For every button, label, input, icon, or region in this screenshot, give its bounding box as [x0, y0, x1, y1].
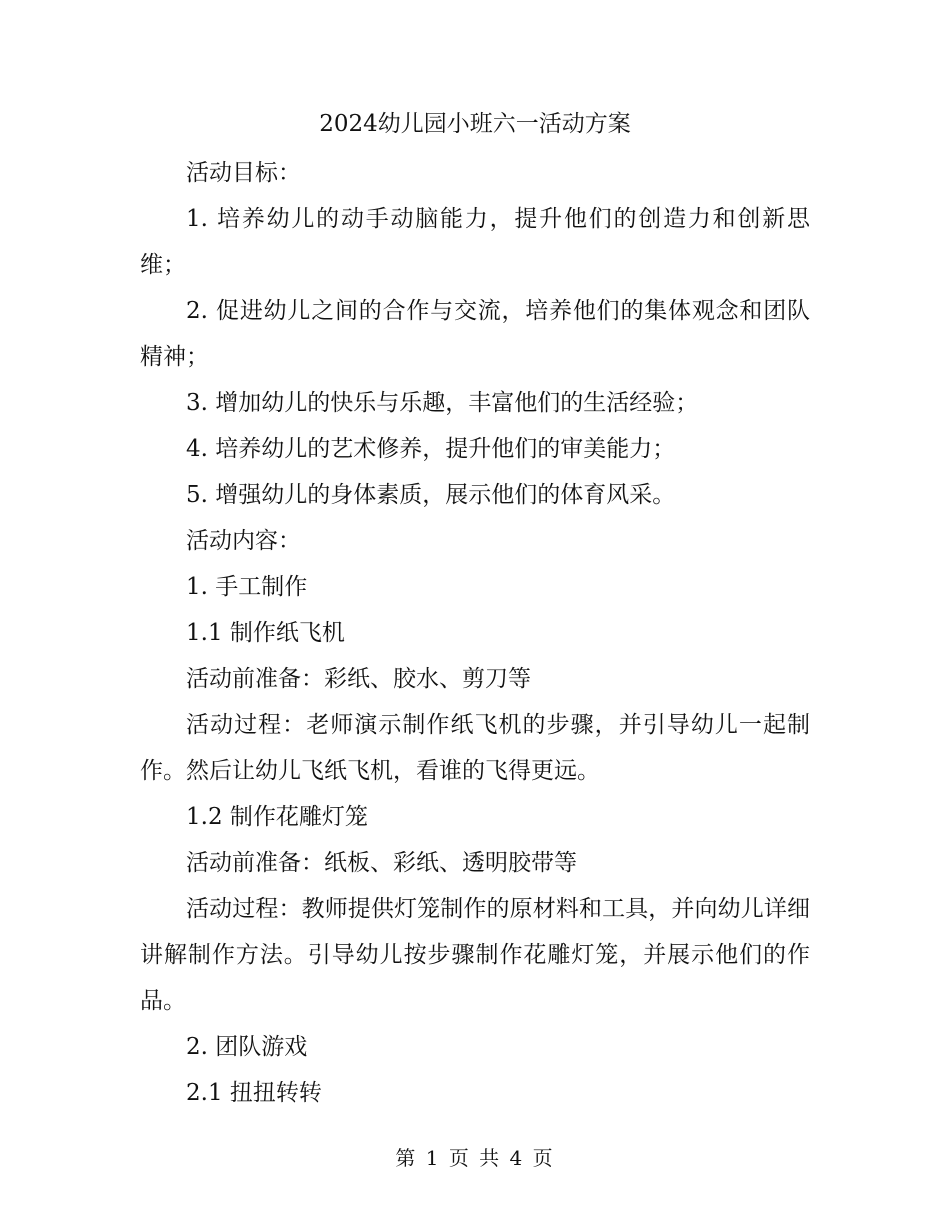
- paragraph-process-1-1: 活动过程：老师演示制作纸飞机的步骤，并引导幼儿一起制作。然后让幼儿飞纸飞机，看谁的飞得更远。: [140, 712, 810, 784]
- paragraph-goal-5: 5. 增强幼儿的身体素质，展示他们的体育风采。: [186, 482, 676, 508]
- paragraph-goal-4: 4. 培养幼儿的艺术修养，提升他们的审美能力；: [186, 436, 676, 462]
- paragraph-section-1-2: 1.2 制作花雕灯笼: [186, 804, 368, 830]
- paragraph-section-1: 1. 手工制作: [186, 574, 308, 600]
- document-title: 2024幼儿园小班六一活动方案: [319, 111, 631, 137]
- paragraph-goal-3: 3. 增加幼儿的快乐与乐趣，丰富他们的生活经验；: [186, 390, 699, 416]
- paragraph-goal-1: 1. 培养幼儿的动手动脑能力，提升他们的创造力和创新思维；: [140, 206, 810, 278]
- document-body: [140, 150, 810, 1116]
- paragraph-prep-1-2: 活动前准备：纸板、彩纸、透明胶带等: [186, 850, 577, 876]
- page-footer: 第 1 页 共 4 页: [395, 1146, 555, 1170]
- paragraph-process-1-2: 活动过程：教师提供灯笼制作的原材料和工具，并向幼儿详细讲解制作方法。引导幼儿按步骤制作花雕灯笼，并展示他们的作品。: [140, 896, 810, 1014]
- paragraph-goals-heading: 活动目标：: [186, 160, 301, 186]
- paragraph-goal-2: 2. 促进幼儿之间的合作与交流，培养他们的集体观念和团队精神；: [140, 298, 810, 370]
- paragraph-section-2: 2. 团队游戏: [186, 1034, 308, 1060]
- paragraph-content-heading: 活动内容：: [186, 528, 301, 554]
- paragraph-prep-1-1: 活动前准备：彩纸、胶水、剪刀等: [186, 666, 531, 692]
- paragraph-section-2-1: 2.1 扭扭转转: [186, 1080, 322, 1106]
- paragraph-section-1-1: 1.1 制作纸飞机: [186, 620, 345, 646]
